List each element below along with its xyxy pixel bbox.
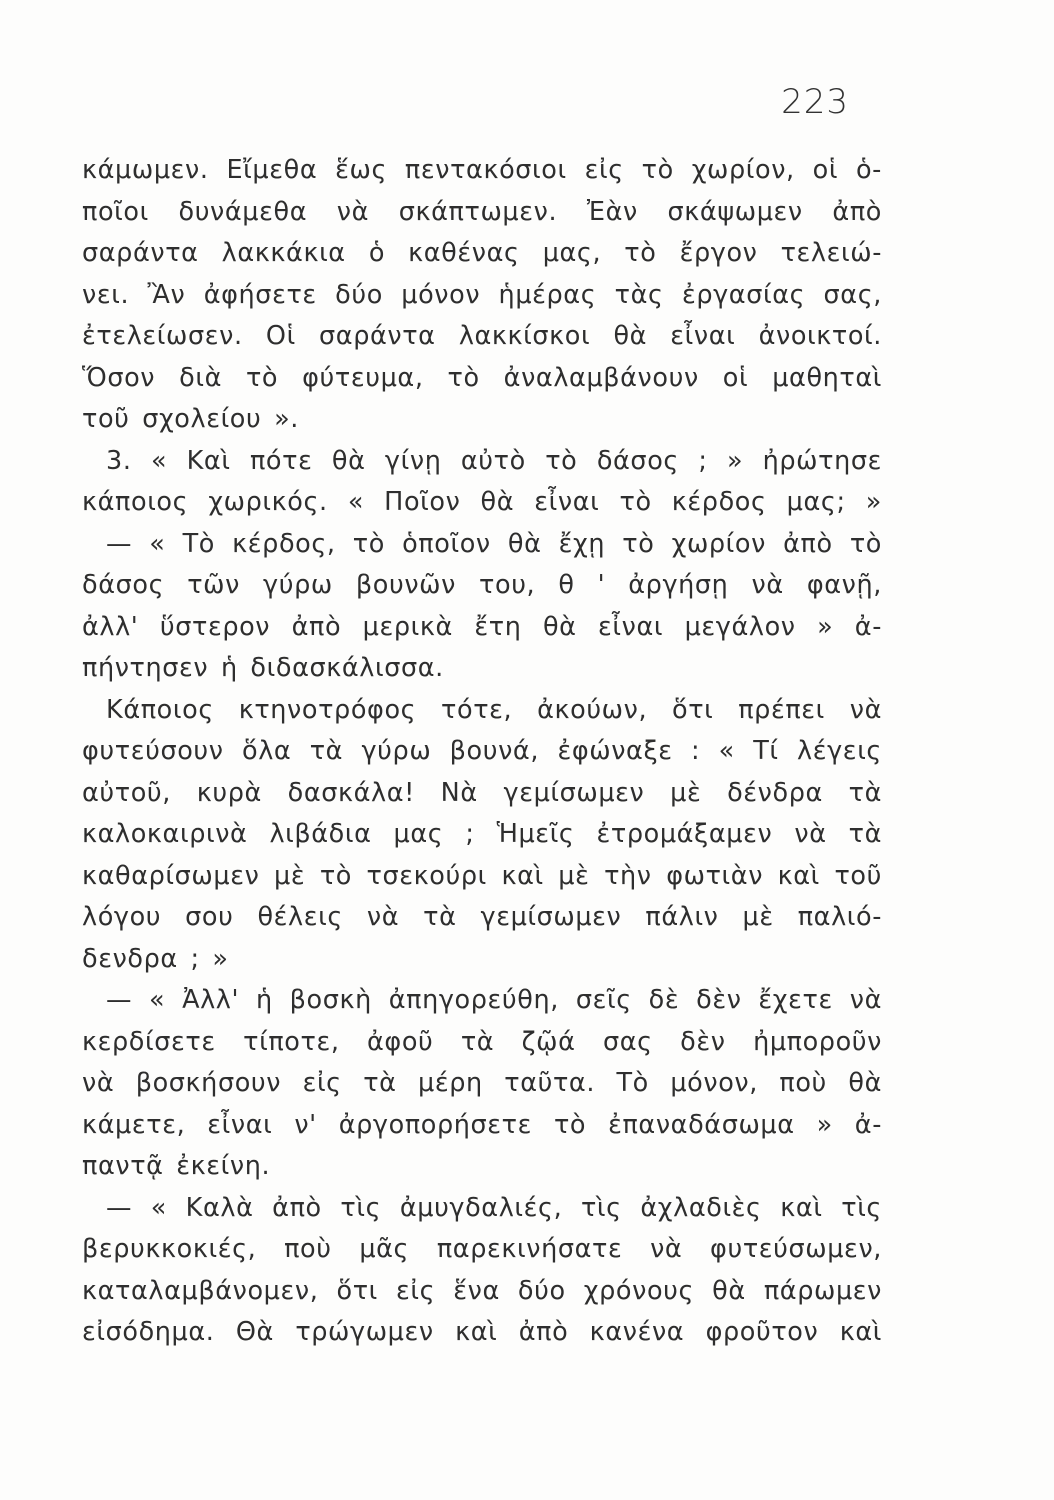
text-line: Κάποιος κτηνοτρόφος τότε, ἀκούων, ὅτι πρέπει νὰ [106, 694, 882, 725]
text-line: — « Τὸ κέρδος, τὸ ὁποῖον θὰ ἔχῃ τὸ χωρίον ἀπὸ τὸ [106, 528, 882, 559]
text-line: δάσος τῶν γύρω βουνῶν του, θ ' ἀργήσῃ νὰ φανῇ, [82, 570, 882, 600]
text-line: νὰ βοσκήσουν εἰς τὰ μέρη ταῦτα. Τὸ μόνον, ποὺ θὰ [82, 1068, 882, 1098]
text-line: ποῖοι δυνάμεθα νὰ σκάπτωμεν. Ἐὰν σκάψωμεν ἀπὸ [82, 196, 882, 227]
text-line: — « Καλὰ ἀπὸ τὶς ἀμυγδαλιές, τὶς ἀχλαδιὲς καὶ τὶς [106, 1192, 882, 1223]
page-number: 223 [781, 82, 849, 122]
text-line: κάποιος χωρικός. « Ποῖον θὰ εἶναι τὸ κέρδος μας; » [82, 487, 882, 517]
text-line: Ὅσον διὰ τὸ φύτευμα, τὸ ἀναλαμβάνουν οἱ μαθηταὶ [82, 362, 882, 393]
text-line: νει. Ἂν ἀφήσετε δύο μόνον ἡμέρας τὰς ἐργασίας σας, [82, 279, 882, 310]
text-line: λόγου σου θέλεις νὰ τὰ γεμίσωμεν πάλιν μὲ παλιό- [82, 902, 882, 932]
text-line: καλοκαιρινὰ λιβάδια μας ; Ἡμεῖς ἐτρομάξαμεν νὰ τὰ [82, 819, 882, 849]
text-line: ἐτελείωσεν. Οἱ σαράντα λακκίσκοι θὰ εἶναι ἀνοικτοί. [82, 321, 882, 351]
text-line: 3. « Καὶ πότε θὰ γίνῃ αὐτὸ τὸ δάσος ; » ἠρώτησε [106, 445, 882, 476]
text-line: εἰσόδημα. Θὰ τρώγωμεν καὶ ἀπὸ κανένα φροῦτον καὶ [82, 1317, 882, 1347]
text-line: κάμετε, εἶναι ν' ἀργοπορήσετε τὸ ἐπαναδάσωμα » ἀ- [82, 1109, 882, 1140]
text-line: σαράντα λακκάκια ὁ καθένας μας, τὸ ἔργον τελειώ- [82, 238, 882, 268]
text-line: κερδίσετε τίποτε, ἀφοῦ τὰ ζῷά σας δὲν ἠμποροῦν [82, 1026, 882, 1057]
text-line: — « Ἀλλ' ἡ βοσκὴ ἀπηγορεύθη, σεῖς δὲ δὲν ἔχετε νὰ [106, 985, 882, 1015]
text-line: καταλαμβάνομεν, ὅτι εἰς ἕνα δύο χρόνους θὰ πάρωμεν [82, 1275, 882, 1306]
text-line: αὐτοῦ, κυρὰ δασκάλα! Νὰ γεμίσωμεν μὲ δένδρα τὰ [82, 777, 882, 808]
text-line: ἀλλ' ὕστερον ἀπὸ μερικὰ ἔτη θὰ εἶναι μεγάλον » ἀ- [82, 611, 882, 642]
text-line: δενδρα ; » [82, 943, 229, 974]
text-line: βερυκκοκιές, ποὺ μᾶς παρεκινήσατε νὰ φυτεύσωμεν, [82, 1234, 882, 1264]
text-line: καθαρίσωμεν μὲ τὸ τσεκούρι καὶ μὲ τὴν φωτιὰν καὶ τοῦ [82, 860, 882, 891]
text-line: κάμωμεν. Εἴμεθα ἕως πεντακόσιοι εἰς τὸ χωρίον, οἱ ὁ- [82, 155, 882, 185]
text-line: παντᾷ ἐκείνη. [82, 1151, 271, 1181]
text-line: τοῦ σχολείου ». [82, 404, 299, 434]
body-text [82, 150, 882, 1354]
text-line: πήντησεν ἡ διδασκάλισσα. [82, 653, 444, 683]
text-line: φυτεύσουν ὅλα τὰ γύρω βουνά, ἐφώναξε : « Τί λέγεις [82, 736, 882, 766]
